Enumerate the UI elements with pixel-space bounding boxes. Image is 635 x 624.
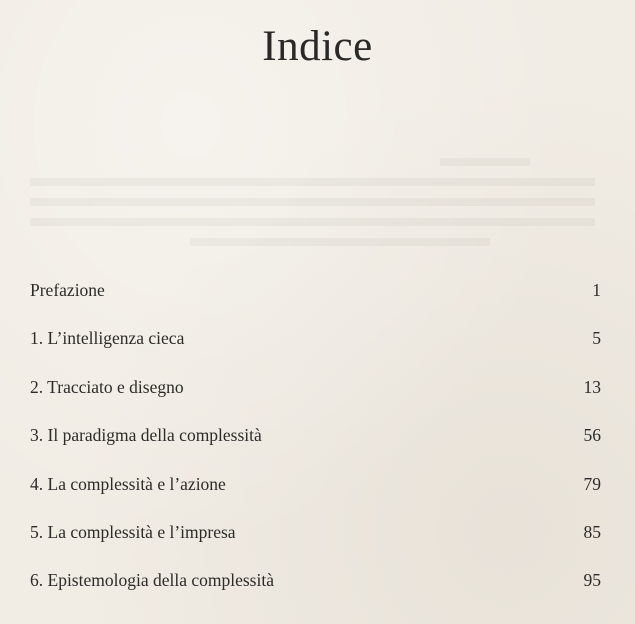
toc-entry-label: Prefazione [30, 280, 105, 300]
toc-entry-page-number: 85 [583, 521, 601, 542]
bleed-through-mark [440, 158, 530, 166]
toc-entry-page-number: 95 [583, 570, 601, 591]
toc-entry-chapter-1[interactable] [30, 328, 601, 376]
table-of-contents [30, 280, 601, 619]
toc-entry-page-number: 5 [592, 328, 601, 349]
toc-entry-label: 1. L’intelligenza cieca [30, 328, 185, 349]
toc-entry-page-number: 1 [592, 280, 601, 300]
page-title: Indice [262, 23, 373, 70]
toc-entry-chapter-6[interactable] [30, 570, 601, 618]
toc-entry-page-number: 13 [583, 376, 601, 397]
toc-entry-chapter-4[interactable] [30, 474, 601, 522]
toc-entry-prefazione[interactable] [30, 280, 601, 328]
bleed-through-mark [30, 198, 595, 206]
toc-entry-chapter-3[interactable] [30, 425, 601, 473]
toc-entry-label: 6. Epistemologia della complessità [30, 570, 274, 591]
toc-entry-page-number: 56 [583, 425, 601, 446]
bleed-through-mark [30, 218, 595, 226]
toc-entry-label: 2. Tracciato e disegno [30, 376, 184, 397]
toc-entry-label: 3. Il paradigma della complessità [30, 425, 262, 446]
bleed-through-mark [30, 178, 595, 186]
bleed-through-mark [190, 238, 490, 246]
toc-entry-chapter-5[interactable] [30, 522, 601, 570]
toc-entry-label: 5. La complessità e l’impresa [30, 521, 236, 542]
toc-entry-label: 4. La complessità e l’azione [30, 473, 226, 494]
toc-entry-page-number: 79 [583, 473, 601, 494]
toc-entry-chapter-2[interactable] [30, 377, 601, 425]
